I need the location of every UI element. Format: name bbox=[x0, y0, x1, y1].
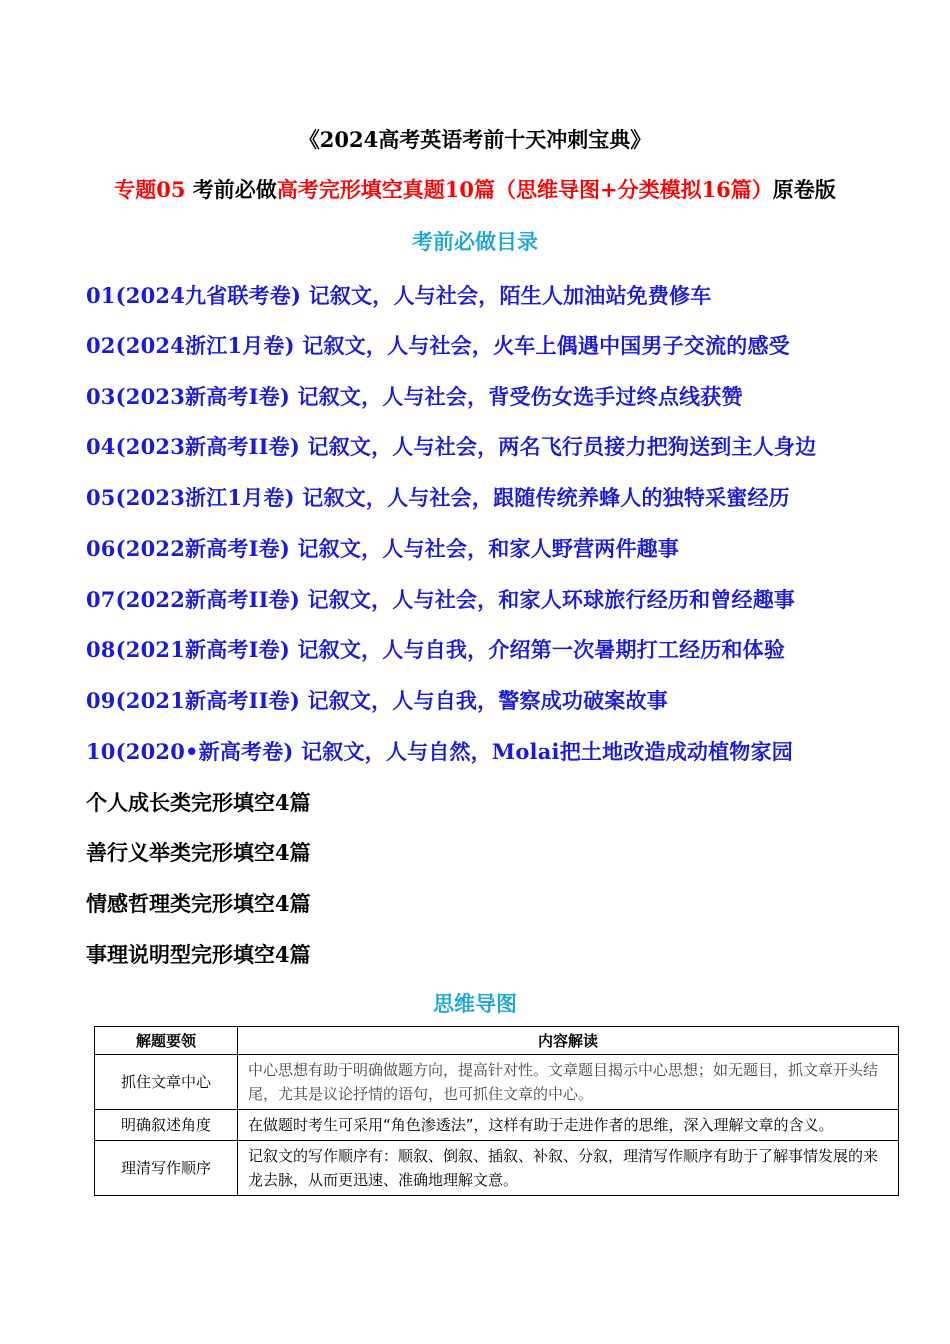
document-title: 《2024高考英语考前十天冲刺宝典》 bbox=[298, 127, 652, 152]
toc-item-04[interactable]: 04(2023新高考II卷) 记叙文，人与社会，两名飞行员接力把狗送到主人身边 bbox=[86, 434, 817, 459]
toc-item-02[interactable]: 02(2024浙江1月卷) 记叙文，人与社会，火车上偶遇中国男子交流的感受 bbox=[86, 333, 790, 358]
toc-item-10[interactable]: 10(2020•新高考卷) 记叙文，人与自然，Molai把土地改造成动植物家园 bbox=[86, 739, 793, 764]
table-header-row bbox=[95, 1027, 899, 1055]
table-row bbox=[95, 1141, 899, 1196]
toc-heading: 考前必做目录 bbox=[412, 229, 538, 254]
toc-item-07[interactable]: 07(2022新高考II卷) 记叙文，人与社会，和家人环球旅行经历和曾经趣事 bbox=[86, 587, 796, 612]
mindmap-heading: 思维导图 bbox=[433, 991, 517, 1016]
category-emotion-philosophy[interactable]: 情感哲理类完形填空4篇 bbox=[86, 891, 311, 916]
toc-item-05[interactable]: 05(2023浙江1月卷) 记叙文，人与社会，跟随传统养蜂人的独特采蜜经历 bbox=[86, 485, 790, 510]
category-good-deeds[interactable]: 善行义举类完形填空4篇 bbox=[86, 840, 311, 865]
subtitle-topic-number: 专题05 bbox=[114, 177, 193, 202]
document-subtitle bbox=[0, 174, 950, 204]
category-expository[interactable]: 事理说明型完形填空4篇 bbox=[86, 942, 311, 967]
header-value: 内容解读 bbox=[238, 1027, 899, 1055]
toc-item-01[interactable]: 01(2024九省联考卷) 记叙文，人与社会，陌生人加油站免费修车 bbox=[86, 283, 712, 308]
row-key: 抓住文章中心 bbox=[95, 1055, 238, 1110]
table-row bbox=[95, 1055, 899, 1110]
row-key: 理清写作顺序 bbox=[95, 1141, 238, 1196]
row-value: 在做题时考生可采用“角色渗透法”，这样有助于走进作者的思维，深入理解文章的含义。 bbox=[238, 1110, 899, 1141]
row-key: 明确叙述角度 bbox=[95, 1110, 238, 1141]
subtitle-version: 原卷版 bbox=[772, 177, 836, 202]
subtitle-topic-description: 高考完形填空真题10篇（思维导图+分类模拟16篇） bbox=[276, 177, 773, 202]
subtitle-must-do: 考前必做 bbox=[192, 177, 277, 202]
toc-item-03[interactable]: 03(2023新高考I卷) 记叙文，人与社会，背受伤女选手过终点线获赞 bbox=[86, 384, 743, 409]
mindmap-table bbox=[94, 1026, 899, 1196]
header-key: 解题要领 bbox=[95, 1027, 238, 1055]
row-value: 记叙文的写作顺序有：顺叙、倒叙、插叙、补叙、分叙，理清写作顺序有助于了解事情发展的来龙去脉，从而更迅速、准确地理解文意。 bbox=[238, 1141, 899, 1196]
toc-item-08[interactable]: 08(2021新高考I卷) 记叙文，人与自我，介绍第一次暑期打工经历和体验 bbox=[86, 637, 786, 662]
category-personal-growth[interactable]: 个人成长类完形填空4篇 bbox=[86, 790, 311, 815]
table-row bbox=[95, 1110, 899, 1141]
row-value: 中心思想有助于明确做题方向，提高针对性。文章题目揭示中心思想；如无题目，抓文章开头结尾，尤其是议论抒情的语句，也可抓住文章的中心。 bbox=[238, 1055, 899, 1110]
toc-item-09[interactable]: 09(2021新高考II卷) 记叙文，人与自我，警察成功破案故事 bbox=[86, 688, 668, 713]
toc-item-06[interactable]: 06(2022新高考I卷) 记叙文，人与社会，和家人野营两件趣事 bbox=[86, 536, 680, 561]
